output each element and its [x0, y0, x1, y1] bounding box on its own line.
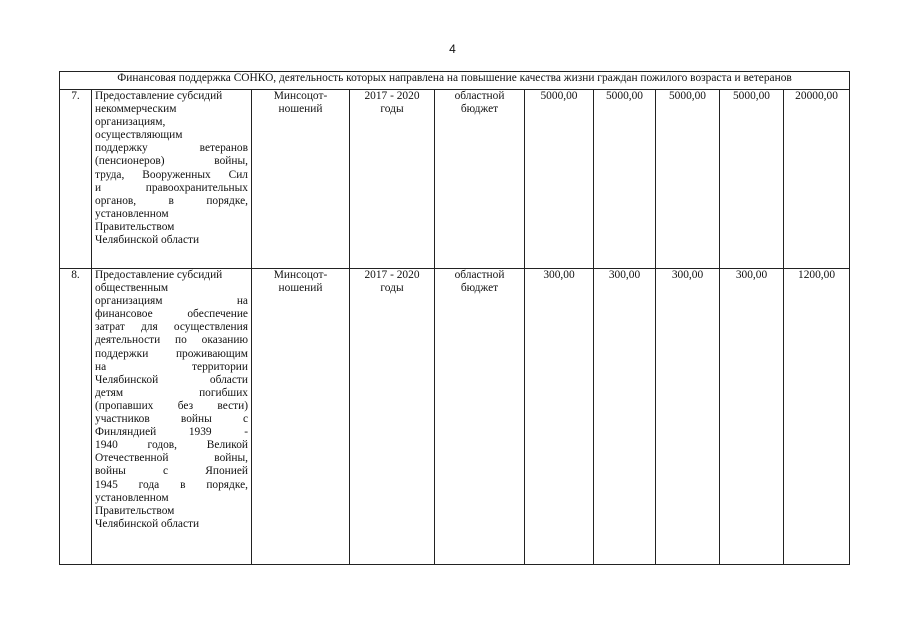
table-row	[60, 269, 850, 565]
description-line: Финляндией 1939 -	[95, 426, 248, 439]
cell-line: годы	[380, 103, 404, 116]
value-2018: 5000,00	[594, 90, 656, 269]
executor-cell	[252, 269, 350, 565]
description-line: деятельности по оказанию	[95, 334, 248, 347]
cell-line: Минсоцот-	[273, 269, 328, 281]
cell-line: областной	[454, 90, 505, 102]
period-cell	[350, 90, 435, 269]
description-line: на территории	[95, 360, 248, 373]
value-2018: 300,00	[594, 269, 656, 565]
cell-line: 2017 - 2020	[364, 269, 420, 281]
description-line: поддержку ветеранов	[95, 142, 248, 155]
description-line: Правительством	[95, 220, 175, 233]
cell-line: областной	[454, 269, 505, 281]
description-line: 1945 года в порядке,	[95, 478, 248, 491]
description-line: войны с Японией	[95, 465, 248, 478]
description-line: Челябинской области	[95, 373, 248, 386]
funding-table	[59, 71, 850, 565]
value-2020: 300,00	[720, 269, 784, 565]
description-line: установленном	[95, 207, 169, 220]
measure-description	[92, 90, 252, 269]
description-line: установленном	[95, 491, 169, 504]
description-line: организациям на	[95, 295, 248, 308]
period-cell	[350, 269, 435, 565]
cell-line: бюджет	[460, 103, 499, 116]
value-total: 20000,00	[784, 90, 850, 269]
row-number: 7.	[60, 90, 92, 269]
cell-line: Минсоцот-	[273, 90, 328, 102]
executor-cell	[252, 90, 350, 269]
funding-source-cell	[435, 90, 525, 269]
cell-line: ношений	[278, 103, 323, 116]
measure-description	[92, 269, 252, 565]
description-line: органов, в порядке,	[95, 194, 248, 207]
description-line: Челябинской области	[95, 234, 200, 247]
description-line: организациям,	[95, 116, 166, 129]
value-2019: 5000,00	[656, 90, 720, 269]
description-line: и правоохранительных	[95, 181, 248, 194]
page-number: 4	[449, 42, 456, 56]
description-line: поддержки проживающим	[95, 347, 248, 360]
description-line: 1940 годов, Великой	[95, 439, 248, 452]
value-2019: 300,00	[656, 269, 720, 565]
description-line: осуществляющим	[95, 129, 183, 142]
description-line: затрат для осуществления	[95, 321, 248, 334]
cell-line: ношений	[278, 282, 323, 295]
section-header: Финансовая поддержка СОНКО, деятельность которых направлена на повышение качества жизни граждан пожилого возраста и ветеранов	[60, 72, 850, 90]
description-line: труда, Вооруженных Сил	[95, 168, 248, 181]
description-line: Челябинской области	[95, 517, 200, 530]
description-line: некоммерческим	[95, 103, 177, 116]
description-line: Предоставление субсидий	[95, 90, 223, 102]
description-line: финансовое обеспечение	[95, 308, 248, 321]
value-2017: 5000,00	[525, 90, 594, 269]
cell-line: бюджет	[460, 282, 499, 295]
description-line: (пенсионеров) войны,	[95, 155, 248, 168]
description-line: общественным	[95, 282, 169, 295]
funding-source-cell	[435, 269, 525, 565]
description-line: (пропавших без вести)	[95, 399, 248, 412]
value-2017: 300,00	[525, 269, 594, 565]
description-line: участников войны с	[95, 413, 248, 426]
description-line: детям погибших	[95, 386, 248, 399]
row-number: 8.	[60, 269, 92, 565]
table-row	[60, 90, 850, 269]
section-header-row	[60, 72, 850, 90]
description-line: Отечественной войны,	[95, 452, 248, 465]
value-2020: 5000,00	[720, 90, 784, 269]
cell-line: годы	[380, 282, 404, 295]
cell-line: 2017 - 2020	[364, 90, 420, 102]
value-total: 1200,00	[784, 269, 850, 565]
description-line: Предоставление субсидий	[95, 269, 223, 281]
description-line: Правительством	[95, 504, 175, 517]
